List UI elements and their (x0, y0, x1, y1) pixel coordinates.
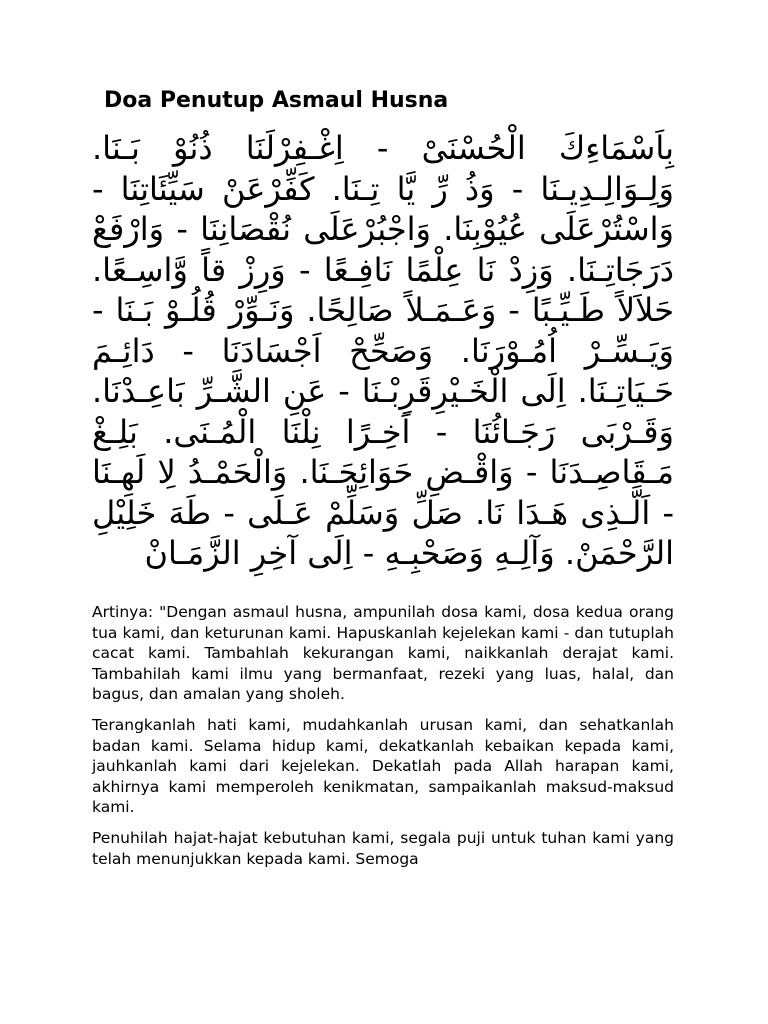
translation-paragraph-2: Terangkanlah hati kami, mudahkanlah urusan kami, dan sehatkanlah badan kami. Selama hidup kami, dekatkanlah kebaikan kepada kami, jauhkanlah kami dari kejelekan. Dekatlah pada Allah harapan kami, akhirnya kami memperoleh kenikmatan, sampaikanlah maksud-maksud kami. (92, 715, 674, 817)
translation-paragraph-1: Artinya: "Dengan asmaul husna, ampunilah dosa kami, dosa kedua orang tua kami, dan keturunan kami. Hapuskanlah kejelekan kami - dan tutuplah cacat kami. Tambahlah kekurangan kami, naikkanlah derajat kami. Tambahilah kami ilmu yang bermanfaat, rezeki yang luas, halal, dan bagus, dan amalan yang sholeh. (92, 603, 674, 704)
translation-section (92, 602, 674, 879)
document-title: Doa Penutup Asmaul Husna (104, 88, 449, 113)
arabic-prayer-text: بِاَسْمَاءِكَ الْحُسْنَىْ - اِغْـفِرْلَنَا ذُنُوْ بَـنَا. وَلِـوَالِـدِيـنَا - وَذُ رِّ يَّا تِـنَا. كَفِّرْعَنْ سَيِّئَاتِنَا - وَاسْتُرْعَلَى عُيُوْبِنَا. وَاجْبُرْعَلَى نُقْصَانِنَا - وَارْفَعْ دَرَجَاتِـنَا. وَزِدْ نَا عِلْمًا نَافِـعًا - وَرِزْ قاً وَّاسِـعًا. حَلاَلاً طَـيِّـبًا - وَعَـمَـلاً صَالِحًا. وَنَـوِّرْ قُلُـوْ بَـنَا - وَيَـسِّـرْ اُمُـوْرَنَا. وَصَحِّحْ اَجْسَادَنَا - دَائِـمَ حَـيَاتِـنَا. اِلَى الْخَـيْرِقَرِبْـنَا - عَنِ الشَّـرِّ بَاعِـدْنَا. وَقَـرْبَى رَجَـائُنَا - اَخِـرًا نِلْنَا الْمُـنَى. بَلِـغْ مَـقَاصِـدَنَا - وَاقْـضِ حَوَائِجَـنَا. وَالْحَمْـدُ لِا لَهِـنَا - اَلَّـذِى هَـدَا نَا. صَلِّ وَسَلِّمْ عَـلَى - طَهَ خَلِيْلِ الرَّحْمَنْ. وَآلِـهِ وَصَحْبِـهِ - اِلَى آخِرِ الزَّمَـانْ (92, 129, 674, 572)
translation-paragraph-3: Penuhilah hajat-hajat kebutuhan kami, segala puji untuk tuhan kami yang telah menunjukkan kepada kami. Semoga (92, 828, 674, 868)
